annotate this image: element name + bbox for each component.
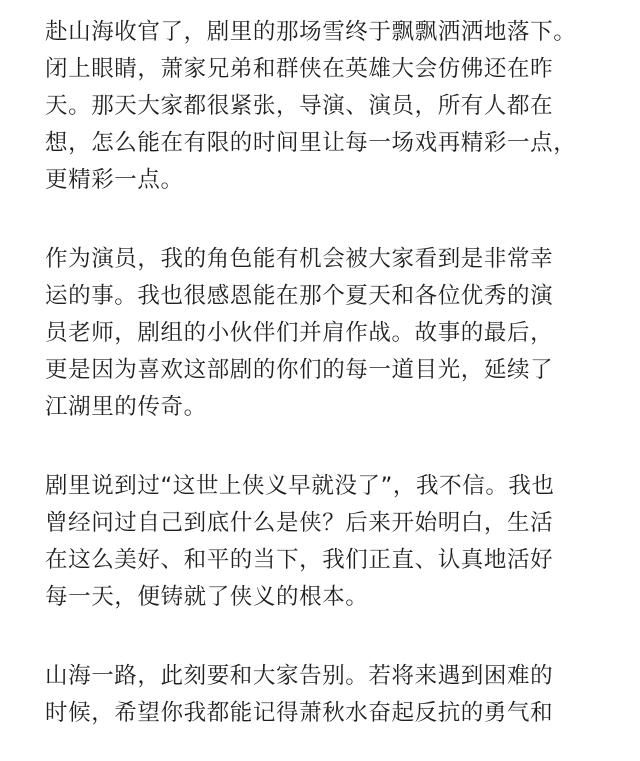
- paragraph-4: [45, 658, 615, 732]
- text-line: 更精彩一点。: [45, 167, 184, 193]
- text-line: 剧里说到过“这世上侠义早就没了”，我不信。我也: [45, 473, 555, 499]
- paragraph-1: [45, 14, 615, 199]
- text-line: 运的事。我也很感恩能在那个夏天和各位优秀的演: [45, 283, 554, 309]
- text-line: 山海一路，此刻要和大家告别。若将来遇到困难的: [45, 663, 554, 689]
- text-line: 更是因为喜欢这部剧的你们的每一道目光，延续了: [45, 357, 554, 383]
- text-line: 赴山海收官了，剧里的那场雪终于飘飘洒洒地落下。: [45, 19, 577, 45]
- paragraph-3: [45, 468, 615, 616]
- text-line: 每一天，便铸就了侠义的根本。: [45, 584, 369, 610]
- text-line: 闭上眼睛，萧家兄弟和群侠在英雄大会仿佛还在昨: [45, 56, 554, 82]
- text-line: 天。那天大家都很紧张，导演、演员，所有人都在: [45, 93, 554, 119]
- text-line: 曾经问过自己到底什么是侠？后来开始明白，生活: [45, 510, 554, 536]
- text-line: 时候，希望你我都能记得萧秋水奋起反抗的勇气和: [45, 700, 554, 726]
- text-line: 江湖里的传奇。: [45, 394, 207, 420]
- text-line: 在这么美好、和平的当下，我们正直、认真地活好: [45, 547, 554, 573]
- text-line: 作为演员，我的角色能有机会被大家看到是非常幸: [45, 246, 554, 272]
- article-body: [45, 14, 615, 761]
- text-line: 员老师，剧组的小伙伴们并肩作战。故事的最后，: [45, 320, 554, 346]
- paragraph-2: [45, 241, 615, 426]
- text-line: 想，怎么能在有限的时间里让每一场戏再精彩一点，: [45, 130, 577, 156]
